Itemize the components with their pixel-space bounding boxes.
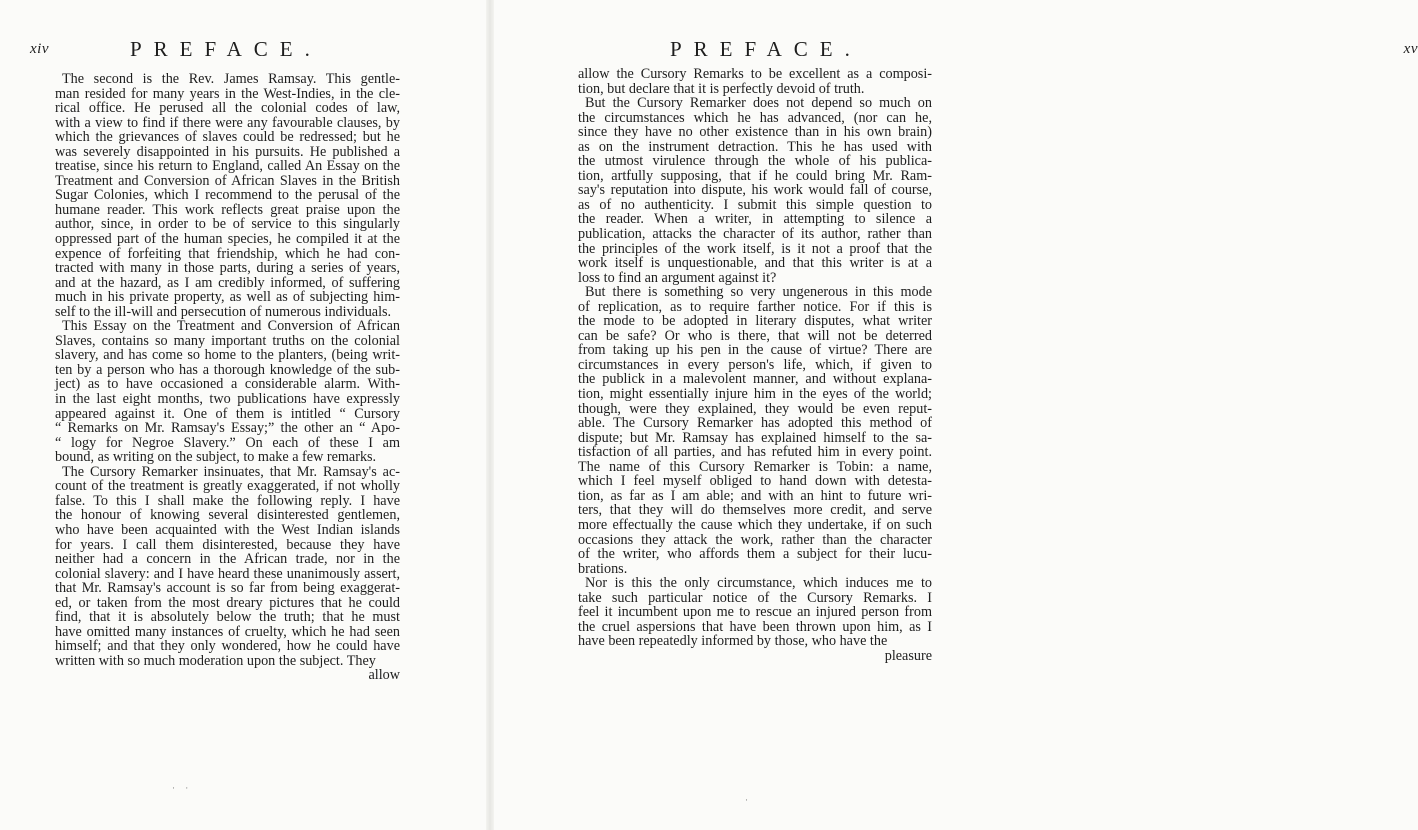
text-line: tion, artfully supposing, that if he could bring Mr. Ram- [578, 167, 932, 184]
text-line: The Cursory Remarker insinuates, that Mr. Ramsay's ac- [62, 463, 400, 480]
text-line: author, since, in order to be of service to this singularly [55, 216, 400, 233]
text-line: ject) as to have occasioned a considerable alarm. With- [55, 376, 400, 393]
text-line: as of no authenticity. I submit this simple question to [578, 196, 932, 213]
text-line: tion, as far as I am able; and with an hint to future wri- [578, 487, 932, 504]
left-page [0, 0, 490, 830]
text-line: loss to find an argument against it? [578, 269, 777, 286]
text-line: neither had a concern in the African trade, nor in the [55, 551, 400, 568]
text-line: expence of forfeiting that friendship, which he had con- [55, 245, 400, 262]
text-line: and at the hazard, as I am credibly informed, of suffering [55, 274, 400, 291]
text-line: brations. [578, 560, 628, 577]
text-line: ters, that they will do themselves more credit, and serve [578, 502, 932, 519]
text-line: appeared against it. One of them is intitled “ Cursory [55, 405, 400, 422]
text-line: Nor is this the only circumstance, which induces me to [585, 575, 932, 592]
right-page-body [578, 67, 932, 663]
text-line: the honour of knowing several disinterested gentlemen, [55, 507, 400, 524]
text-line: treatise, since his return to England, called An Essay on the [55, 158, 400, 175]
text-line: colonial slavery: and I have heard these unanimously assert, [55, 565, 400, 582]
catchword: pleasure [884, 647, 932, 664]
text-line: publication, attacks the character of its author, rather than [578, 226, 932, 243]
text-line: the cruel aspersions that have been thrown upon him, as I [578, 618, 932, 635]
text-line: dispute; but Mr. Ramsay has explained himself to the sa- [578, 429, 932, 446]
right-page [490, 0, 1418, 830]
text-line: humane reader. This work reflects great praise upon the [55, 201, 400, 218]
text-line: have omitted many instances of cruelty, which he had seen [55, 623, 400, 640]
text-line: work itself is unquestionable, and that this writer is at a [578, 255, 932, 272]
right-running-head: PREFACE. [670, 37, 862, 61]
left-page-header [30, 37, 455, 64]
text-line: count of the treatment is greatly exaggerated, if not wholly [55, 478, 400, 495]
text-line: say's reputation into dispute, his work would fall of course, [578, 182, 932, 199]
paper-speck: · [745, 795, 752, 805]
text-line: able. The Cursory Remarker has adopted this method of [578, 415, 932, 432]
text-line: This Essay on the Treatment and Conversion of African [62, 318, 400, 335]
text-line: false. To this I shall make the following reply. I have [55, 492, 400, 509]
text-line: more effectually the cause which they undertake, if on such [578, 516, 932, 533]
left-page-number: xiv [30, 41, 49, 57]
text-line: written with so much moderation upon the subject. They [55, 652, 376, 669]
text-line: in the last eight months, two publications have expressly [55, 391, 400, 408]
text-line: for years. I call them disinterested, because they have [55, 536, 400, 553]
text-line: circumstances in every person's life, which, if given to [578, 356, 932, 373]
text-line: man resided for many years in the West-Indies, in the cle- [55, 85, 400, 102]
text-line: ten by a person who has a thorough knowledge of the sub- [55, 361, 400, 378]
text-line: bound, as writing on the subject, to make a few remarks. [55, 449, 377, 466]
text-line: the mode to be adopted in literary disputes, what writer [578, 313, 932, 330]
text-line: of the writer, who affords them a subject for their lucu- [578, 546, 932, 563]
text-line: Sugar Colonies, which I recommend to the perusal of the [55, 187, 400, 204]
text-line: The second is the Rev. James Ramsay. This gentle- [62, 71, 400, 87]
text-line: slavery, and has come so home to the planters, (being writ- [55, 347, 400, 364]
text-line: take such particular notice of the Cursory Remarks. I [578, 589, 932, 606]
text-line: feel it incumbent upon me to rescue an injured person from [578, 604, 932, 621]
text-line: that Mr. Ramsay's account is so far from being exaggerat- [55, 580, 400, 597]
text-line: But the Cursory Remarker does not depend so much on [585, 95, 932, 112]
text-line: can be safe? Or who is there, that will not be deterred [578, 327, 932, 344]
text-line: the principles of the work itself, is it not a proof that the [578, 240, 932, 257]
text-line: occasions they attack the work, rather than the character [578, 531, 932, 548]
text-line: which I feel myself obliged to hand down with detesta- [578, 473, 932, 490]
text-line: tisfaction of all parties, and has refuted him in every point. [578, 444, 932, 461]
text-line: which the grievances of slaves could be redressed; but he [55, 129, 400, 146]
text-line: from taking up his pen in the cause of virtue? There are [578, 342, 932, 359]
text-line: with a view to find if there were any favourable clauses, by [55, 114, 400, 131]
text-line: “ logy for Negroe Slavery.” On each of these I am [55, 434, 400, 451]
text-line: Slaves, contains so many important truths on the colonial [55, 332, 400, 349]
text-line: the utmost virulence through the whole of his publica- [578, 153, 932, 170]
text-line: of replication, as to require farther notice. For if this is [578, 298, 932, 315]
text-line: But there is something so very ungenerous in this mode [585, 284, 932, 301]
text-line: The name of this Cursory Remarker is Tobin: a name, [578, 458, 932, 475]
text-line: have been repeatedly informed by those, who have the [578, 633, 888, 650]
text-line: the reader. When a writer, in attempting to silence a [578, 211, 932, 228]
text-line: the publick in a malevolent manner, and without explana- [578, 371, 932, 388]
left-running-head: PREFACE. [130, 37, 322, 61]
text-line: ed, or taken from the most dreary pictures that he could [55, 594, 400, 611]
text-line: tion, might essentially injure him in the eyes of the world; [578, 386, 932, 403]
text-line: as on the instrument detraction. This he has used with [578, 138, 932, 155]
right-page-number: xv [1403, 41, 1418, 57]
text-line: oppressed part of the human species, he compiled it at the [55, 231, 400, 248]
text-line: rical office. He perused all the colonial codes of law, [55, 100, 400, 117]
text-line: though, were they explained, they would be even reput- [578, 400, 932, 417]
catchword: allow [368, 667, 400, 684]
text-line: tion, but declare that it is perfectly devoid of truth. [578, 80, 865, 97]
text-line: allow the Cursory Remarks to be excellent as a composi- [578, 66, 932, 82]
text-line: self to the ill-will and persecution of numerous individuals. [55, 303, 392, 320]
text-line: “ Remarks on Mr. Ramsay's Essay;” the other an “ Apo- [55, 420, 400, 437]
text-line: was severely disappointed in his pursuits. He published a [55, 143, 400, 160]
text-line: much in his private property, as well as of subjecting him- [55, 289, 400, 306]
text-line: the circumstances which he has advanced, (nor can he, [578, 109, 932, 126]
text-line: who have been acquainted with the West Indian islands [55, 521, 400, 538]
paper-speck: · · [172, 783, 193, 793]
text-line: himself; and that they only wondered, how he could have [55, 638, 400, 655]
right-page-header [578, 37, 1418, 64]
left-page-body [55, 72, 400, 683]
text-line: Treatment and Conversion of African Slaves in the British [55, 172, 400, 189]
text-line: tracted with many in those parts, during a series of years, [55, 260, 400, 277]
text-line: find, that it is absolutely below the truth; that he must [55, 609, 400, 626]
text-line: since they have no other existence than in his own brain) [578, 124, 932, 141]
